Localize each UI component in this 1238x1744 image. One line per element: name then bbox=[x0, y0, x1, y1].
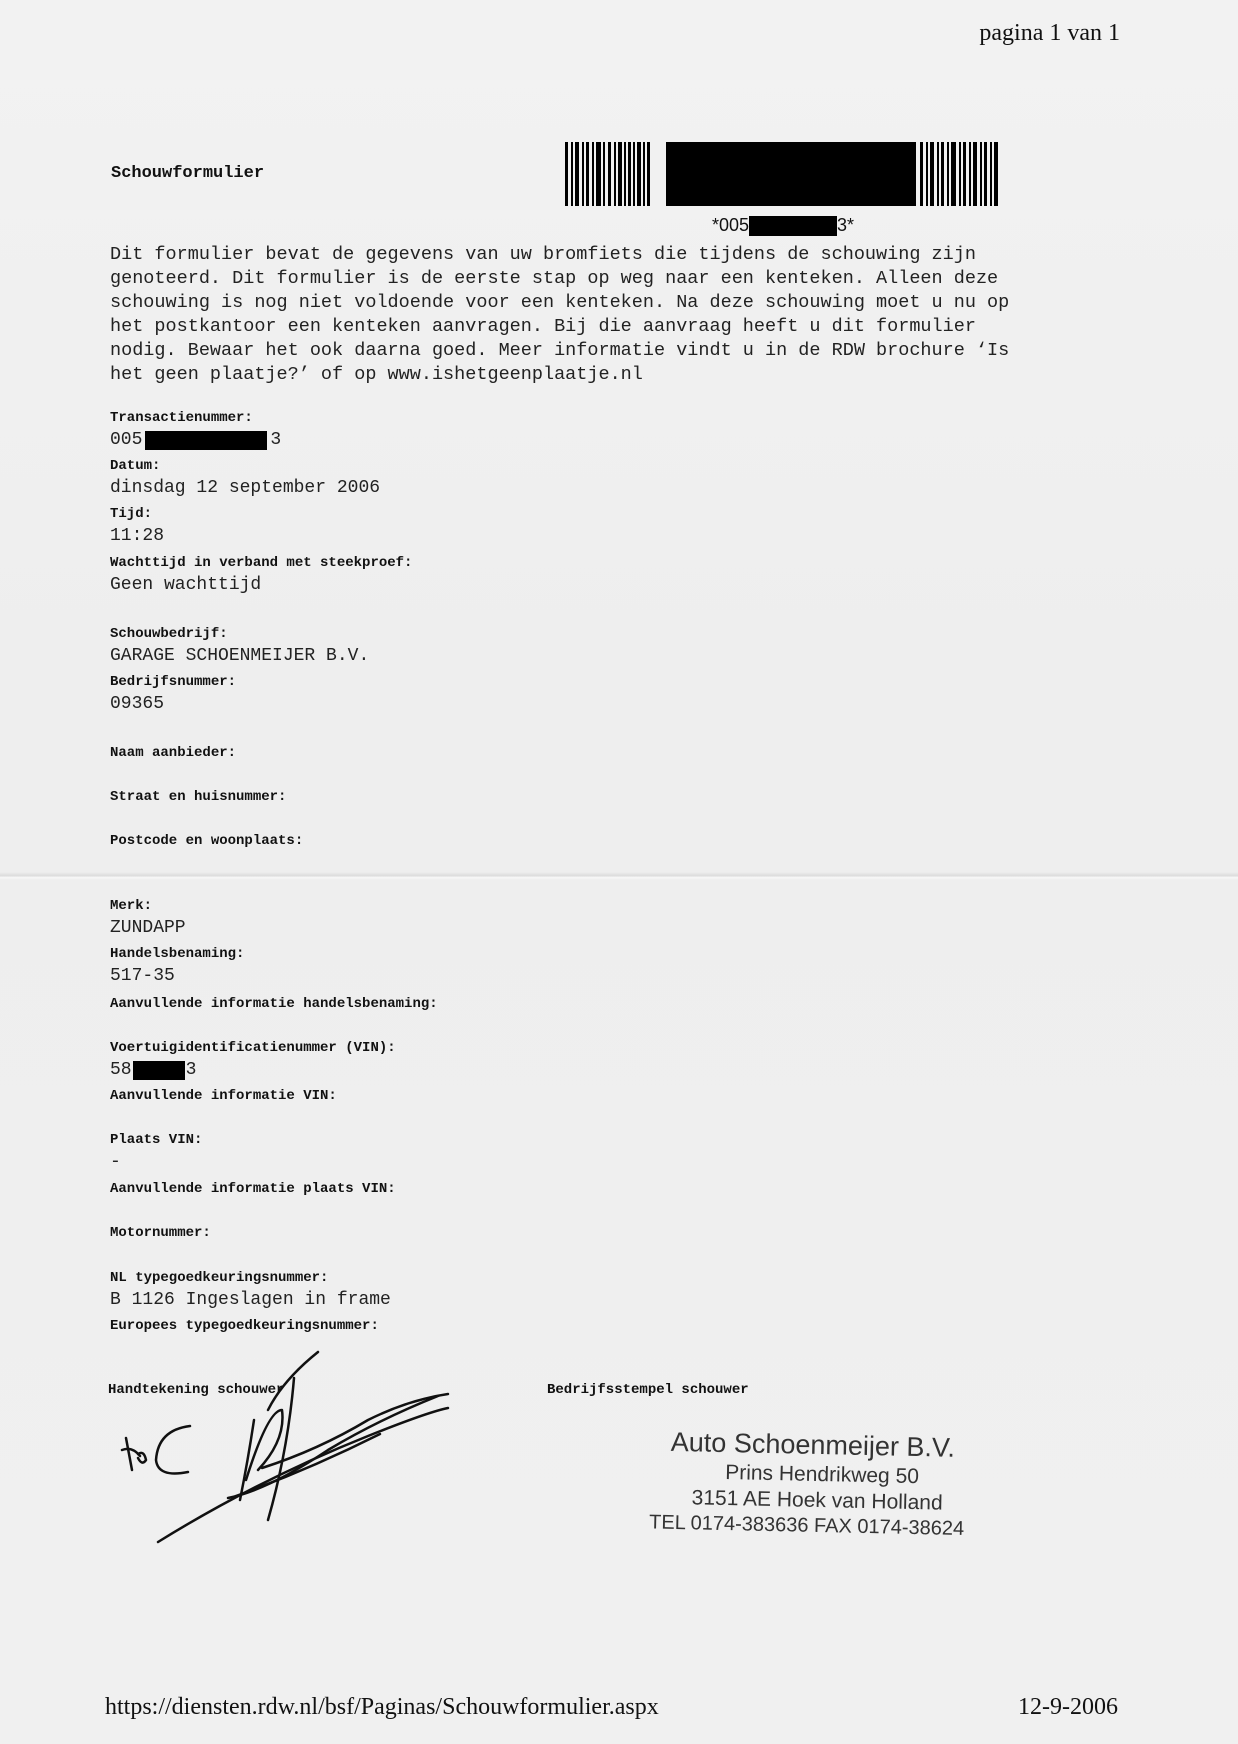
stamp-line: Prins Hendrikweg 50 bbox=[724, 1461, 920, 1489]
intro-line: het postkantoor een kenteken aanvragen. Bij die aanvraag heeft u dit formulier bbox=[110, 316, 976, 337]
field-nl-type bbox=[110, 1270, 391, 1310]
field-straat bbox=[110, 789, 286, 805]
field-transactienummer bbox=[110, 410, 281, 450]
form-title: Schouwformulier bbox=[111, 164, 265, 183]
barcode-number bbox=[712, 215, 854, 236]
field-label: Handelsbenaming: bbox=[110, 946, 245, 962]
barcode bbox=[565, 142, 1000, 206]
field-label: Aanvullende informatie plaats VIN: bbox=[110, 1181, 396, 1197]
intro-line: schouwing is nog niet voldoende voor een kenteken. Na deze schouwing moet u nu op bbox=[110, 292, 1010, 313]
field-label: Naam aanbieder: bbox=[110, 745, 237, 761]
field-tijd bbox=[110, 506, 164, 546]
field-label: Europees typegoedkeuringsnummer: bbox=[110, 1318, 379, 1334]
signature-image bbox=[118, 1350, 458, 1550]
field-label: Merk: bbox=[110, 898, 153, 914]
field-value bbox=[110, 430, 281, 450]
page-number: pagina 1 van 1 bbox=[979, 20, 1120, 46]
field-postcode bbox=[110, 833, 303, 849]
field-aanvullend-vin bbox=[110, 1088, 337, 1104]
field-label: Plaats VIN: bbox=[110, 1132, 203, 1148]
field-label: Voertuigidentificatienummer (VIN): bbox=[110, 1040, 396, 1056]
intro-line: nodig. Bewaar het ook daarna goed. Meer informatie vindt u in de RDW brochure ‘Is bbox=[110, 340, 1010, 361]
field-label: Straat en huisnummer: bbox=[110, 789, 287, 805]
handtekening-label: Handtekening schouwer bbox=[108, 1382, 285, 1398]
field-value: 11:28 bbox=[110, 526, 165, 546]
field-label: Motornummer: bbox=[110, 1225, 211, 1241]
field-value: 09365 bbox=[110, 694, 165, 714]
field-label: Aanvullende informatie handelsbenaming: bbox=[110, 996, 438, 1012]
redaction-bar bbox=[133, 1061, 185, 1080]
intro-line: het geen plaatje?’ of op www.ishetgeenplaatje.nl bbox=[110, 364, 643, 385]
field-naam-aanbieder bbox=[110, 745, 236, 761]
field-merk bbox=[110, 898, 186, 938]
field-aanvullend-handelsbenaming bbox=[110, 996, 438, 1012]
field-label: Wachttijd in verband met steekproef: bbox=[110, 555, 413, 571]
barcode-suffix: 3* bbox=[837, 215, 855, 235]
field-label: Bedrijfsnummer: bbox=[110, 674, 237, 690]
value-prefix: 005 bbox=[110, 430, 143, 450]
stamp-line: Auto Schoenmeijer B.V. bbox=[670, 1426, 956, 1463]
field-label: Transactienummer: bbox=[110, 410, 253, 426]
field-value: 517-35 bbox=[110, 966, 175, 986]
field-label: NL typegoedkeuringsnummer: bbox=[110, 1270, 329, 1286]
field-value: - bbox=[110, 1152, 121, 1172]
field-schouwbedrijf bbox=[110, 626, 369, 666]
intro-line: Dit formulier bevat de gegevens van uw bromfiets die tijdens de schouwing zijn bbox=[110, 244, 976, 265]
field-label: Aanvullende informatie VIN: bbox=[110, 1088, 337, 1104]
footer-url: https://diensten.rdw.nl/bsf/Paginas/Schouwformulier.aspx bbox=[105, 1694, 659, 1720]
company-stamp bbox=[639, 1426, 1001, 1542]
field-label: Tijd: bbox=[110, 506, 153, 522]
redaction-bar bbox=[145, 431, 267, 450]
field-datum bbox=[110, 458, 380, 498]
field-value: Geen wachttijd bbox=[110, 575, 262, 595]
field-value: ZUNDAPP bbox=[110, 918, 186, 938]
field-plaats-vin bbox=[110, 1132, 202, 1172]
field-wachttijd bbox=[110, 555, 412, 595]
stempel-label: Bedrijfsstempel schouwer bbox=[547, 1382, 749, 1398]
field-motornummer bbox=[110, 1225, 211, 1241]
field-eu-type bbox=[110, 1318, 379, 1334]
field-vin bbox=[110, 1040, 396, 1080]
field-value bbox=[110, 1060, 396, 1080]
field-handelsbenaming bbox=[110, 946, 244, 986]
field-aanvullend-plaats-vin bbox=[110, 1181, 396, 1197]
footer-date: 12-9-2006 bbox=[1018, 1694, 1118, 1720]
stamp-line: TEL 0174-383636 FAX 0174-38624 bbox=[648, 1511, 965, 1541]
field-label: Datum: bbox=[110, 458, 161, 474]
barcode-prefix: *005 bbox=[712, 215, 750, 235]
field-value: GARAGE SCHOENMEIJER B.V. bbox=[110, 646, 370, 666]
value-suffix: 3 bbox=[270, 430, 282, 450]
field-label: Postcode en woonplaats: bbox=[110, 833, 304, 849]
field-value: dinsdag 12 september 2006 bbox=[110, 478, 381, 498]
intro-line: genoteerd. Dit formulier is de eerste stap op weg naar een kenteken. Alleen deze bbox=[110, 268, 999, 289]
field-bedrijfsnummer bbox=[110, 674, 236, 714]
value-prefix: 58 bbox=[110, 1060, 132, 1080]
paper-fold bbox=[0, 872, 1238, 880]
intro-paragraph bbox=[110, 243, 1130, 387]
value-suffix: 3 bbox=[185, 1060, 197, 1080]
field-value: B 1126 Ingeslagen in frame bbox=[110, 1290, 391, 1310]
field-label: Schouwbedrijf: bbox=[110, 626, 228, 642]
redaction-bar bbox=[749, 216, 837, 236]
stamp-line: 3151 AE Hoek van Holland bbox=[691, 1486, 943, 1515]
